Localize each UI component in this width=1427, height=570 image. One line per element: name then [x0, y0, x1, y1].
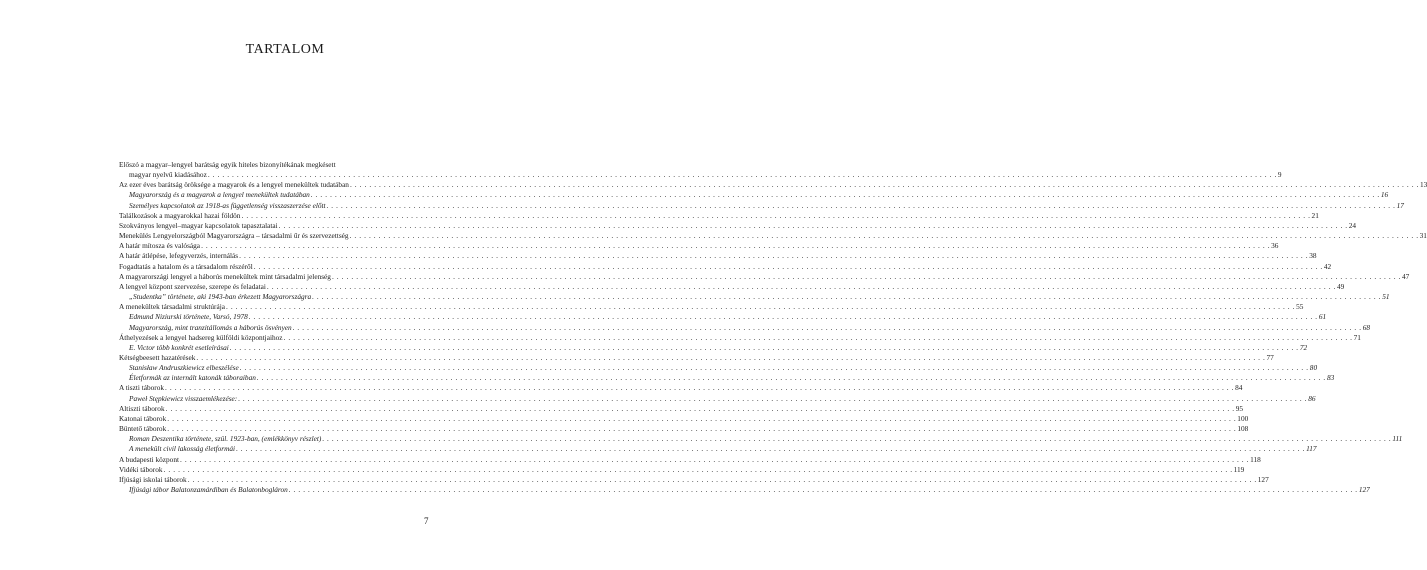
toc-entry — [119, 231, 1427, 241]
toc-entry-page: 21 — [1311, 210, 1319, 220]
toc-entry-label: Menekülés Lengyelországból Magyarországra – társadalmi űr és szervezettség — [119, 231, 349, 241]
toc-entry — [119, 281, 1345, 292]
toc-entry — [119, 332, 1361, 343]
toc-entry — [119, 342, 1308, 353]
toc-entry-page: 55 — [1296, 302, 1304, 312]
toc-leader-dots — [321, 434, 1392, 444]
toc-entry-label: Magyarország, mint tranzitállomás a háborús ösvényen — [129, 322, 292, 332]
toc-entry-label: Életformák az internált katonák táboraiban — [129, 373, 256, 383]
toc-entry — [119, 312, 1327, 322]
toc-leader-dots — [349, 180, 1420, 190]
toc-entry-page: 127 — [1358, 485, 1370, 494]
toc-entry-page: 127 — [1257, 474, 1269, 484]
toc-entry-label: Stanisław Andruszkiewicz elbeszélése — [129, 363, 239, 373]
toc-leader-dots — [349, 231, 1420, 241]
toc-entry-label: magyar nyelvű kiadásához — [129, 170, 207, 180]
toc-entry-first-line2 — [119, 170, 1282, 180]
toc-entry-label: Személyes kapcsolatok az 1918-as függetlenség visszaszerzése előtt — [129, 200, 326, 210]
toc-leader-dots — [195, 353, 1266, 363]
toc-entry-page: 119 — [1233, 464, 1245, 474]
toc-entry-label: A határ mítosza és valósága — [119, 241, 201, 251]
toc-entry — [119, 302, 1304, 312]
toc-entry — [119, 190, 1389, 200]
toc-leader-dots — [164, 383, 1235, 393]
toc-entry-label: A menekültek társadalmi struktúrája — [119, 302, 225, 312]
toc-entry — [119, 180, 1427, 190]
toc-entry — [119, 271, 1410, 282]
toc-entry — [119, 251, 1317, 261]
toc-entry-page: 38 — [1309, 251, 1317, 261]
toc-entry — [119, 220, 1357, 231]
toc-leader-dots — [310, 190, 1381, 200]
toc-entry-page: 17 — [1396, 200, 1404, 210]
toc-entry-label: A határ átlépése, lefegyverzés, internálás — [119, 251, 239, 261]
toc-entry-label: Paweł Stępkiewicz visszaemlékezése: — [129, 393, 238, 403]
toc-entry-page: 61 — [1318, 312, 1327, 322]
toc-entry — [119, 474, 1269, 485]
toc-entry-label: E. Victor több konkrét esetleírásai — [129, 342, 229, 352]
toc-entry-page: 47 — [1402, 271, 1410, 281]
toc-entry-first — [119, 160, 1282, 180]
toc-entry-label: Roman Deszentika története, szül. 1923-ban, (emlékkönyv részlet) — [129, 434, 322, 444]
toc-entry-label: Kétségbeesett hazatérések — [119, 352, 196, 362]
toc-entry — [119, 434, 1403, 444]
toc-entry-page: 31 — [1419, 231, 1427, 241]
toc-leader-dots — [256, 373, 1327, 383]
toc-entry — [119, 292, 1390, 302]
toc-entry — [119, 261, 1332, 272]
toc-entry-label: Fogadtatás a hatalom és a társadalom részéről — [119, 261, 253, 271]
toc-entry — [119, 485, 1370, 495]
toc-leader-dots — [229, 343, 1300, 353]
toc-entry — [119, 200, 1404, 211]
toc-entry — [119, 424, 1249, 434]
toc-leader-dots — [200, 241, 1271, 251]
toc-entry-page: 36 — [1271, 241, 1279, 251]
toc-entry — [119, 363, 1318, 373]
toc-entry-page: 71 — [1353, 332, 1361, 342]
toc-entry-label: A magyarországi lengyel a háborús menekültek mint társadalmi jelenség — [119, 271, 331, 281]
toc-entry-label: Áthelyezések a lengyel hadsereg külföldi központjaihoz — [119, 332, 283, 342]
toc-entry — [119, 373, 1335, 383]
toc-entry — [119, 352, 1274, 363]
toc-entry-label: Ifjúsági iskolai táborok — [119, 474, 187, 484]
toc-entry-label: Az ezer éves barátság öröksége a magyarok és a lengyel menekültek tudatában — [119, 180, 349, 190]
toc-entry-label: Magyarország és a magyarok a lengyel menekültek tudatában — [129, 190, 310, 200]
toc-leader-dots — [331, 272, 1402, 282]
toc-leader-dots — [311, 292, 1382, 302]
table-of-contents — [119, 160, 1427, 495]
toc-entry-label: Edmund Niziurski története, Varsó, 1978 — [129, 312, 248, 322]
toc-entry — [119, 241, 1279, 251]
toc-leader-dots — [179, 455, 1250, 465]
toc-entry-page: 49 — [1336, 281, 1345, 291]
toc-entry — [119, 210, 1319, 221]
toc-leader-dots — [238, 251, 1309, 261]
toc-entry-label: Ifjúsági tábor Balatonzamárdiban és Balatonbogláron — [129, 485, 288, 494]
toc-leader-dots — [237, 394, 1308, 404]
toc-entry — [119, 322, 1371, 333]
toc-entry-label: „Studentka” története, aki 1943-ban érkezett Magyarországra — [129, 292, 312, 302]
toc-entry-page: 77 — [1266, 352, 1274, 362]
toc-leader-dots — [253, 262, 1324, 272]
toc-leader-dots — [326, 201, 1397, 211]
toc-entry-page: 80 — [1309, 363, 1318, 373]
toc-entry-label: Katonai táborok — [119, 413, 167, 423]
toc-leader-dots — [288, 485, 1359, 495]
toc-entry — [119, 383, 1243, 393]
toc-entry-label: A tiszti táborok — [119, 383, 164, 393]
toc-entry-page: 9 — [1277, 170, 1282, 180]
toc-leader-dots — [165, 404, 1236, 414]
toc-entry — [119, 444, 1317, 454]
toc-leader-dots — [166, 414, 1237, 424]
toc-leader-dots — [163, 465, 1234, 475]
toc-entry-page: 13 — [1420, 180, 1427, 190]
toc-entry-label: A lengyel központ szervezése, szerepe és feladatai — [119, 281, 266, 291]
toc-leader-dots — [225, 302, 1296, 312]
toc-entry-label: Találkozások a magyarokkal hazai földön — [119, 210, 241, 220]
toc-leader-dots — [283, 333, 1354, 343]
toc-leader-dots — [278, 221, 1349, 231]
toc-entry-label: Szokványos lengyel–magyar kapcsolatok tapasztalatai — [119, 220, 278, 230]
page-title: TARTALOM — [245, 42, 325, 57]
toc-entry-first-line1: Előszó a magyar–lengyel barátság egyik hiteles bizonyítékának megkésett — [119, 160, 336, 169]
toc-entry-page: 95 — [1235, 403, 1243, 413]
toc-entry-page: 86 — [1308, 393, 1316, 403]
toc-entry-page: 84 — [1235, 383, 1243, 393]
toc-entry-page: 72 — [1299, 342, 1308, 352]
toc-entry — [119, 464, 1245, 475]
toc-entry-label: Büntető táborok — [119, 424, 167, 434]
toc-leader-dots — [239, 363, 1310, 373]
toc-entry-label: A budapesti központ — [119, 454, 179, 464]
toc-entry — [119, 393, 1316, 404]
toc-entry-page: 68 — [1362, 322, 1371, 332]
toc-leader-dots — [292, 323, 1363, 333]
toc-entry-page: 117 — [1306, 444, 1317, 454]
toc-entry — [119, 403, 1243, 414]
toc-entry-page: 118 — [1250, 454, 1261, 464]
toc-leader-dots — [187, 475, 1258, 485]
toc-entry-label: Vidéki táborok — [119, 464, 163, 474]
toc-entry-page: 42 — [1323, 261, 1332, 271]
toc-entry-page: 51 — [1382, 292, 1390, 302]
toc-entry-page: 111 — [1392, 434, 1403, 444]
toc-leader-dots — [207, 170, 1278, 180]
toc-entry — [119, 413, 1249, 424]
toc-entry-page: 16 — [1380, 190, 1389, 200]
toc-entry-page: 24 — [1348, 220, 1357, 230]
toc-leader-dots — [166, 424, 1237, 434]
toc-leader-dots — [248, 312, 1319, 322]
toc-entry-label: A menekült civil lakosság életformái — [129, 444, 236, 454]
toc-entry-page: 108 — [1237, 424, 1249, 434]
toc-entry-label: Altiszti táborok — [119, 403, 165, 413]
toc-entry — [119, 454, 1261, 465]
toc-leader-dots — [266, 282, 1337, 292]
toc-leader-dots — [240, 211, 1311, 221]
toc-leader-dots — [235, 444, 1306, 454]
toc-entry-page: 100 — [1237, 413, 1249, 423]
toc-entry-page: 83 — [1326, 373, 1335, 383]
page-number: 7 — [424, 516, 429, 526]
